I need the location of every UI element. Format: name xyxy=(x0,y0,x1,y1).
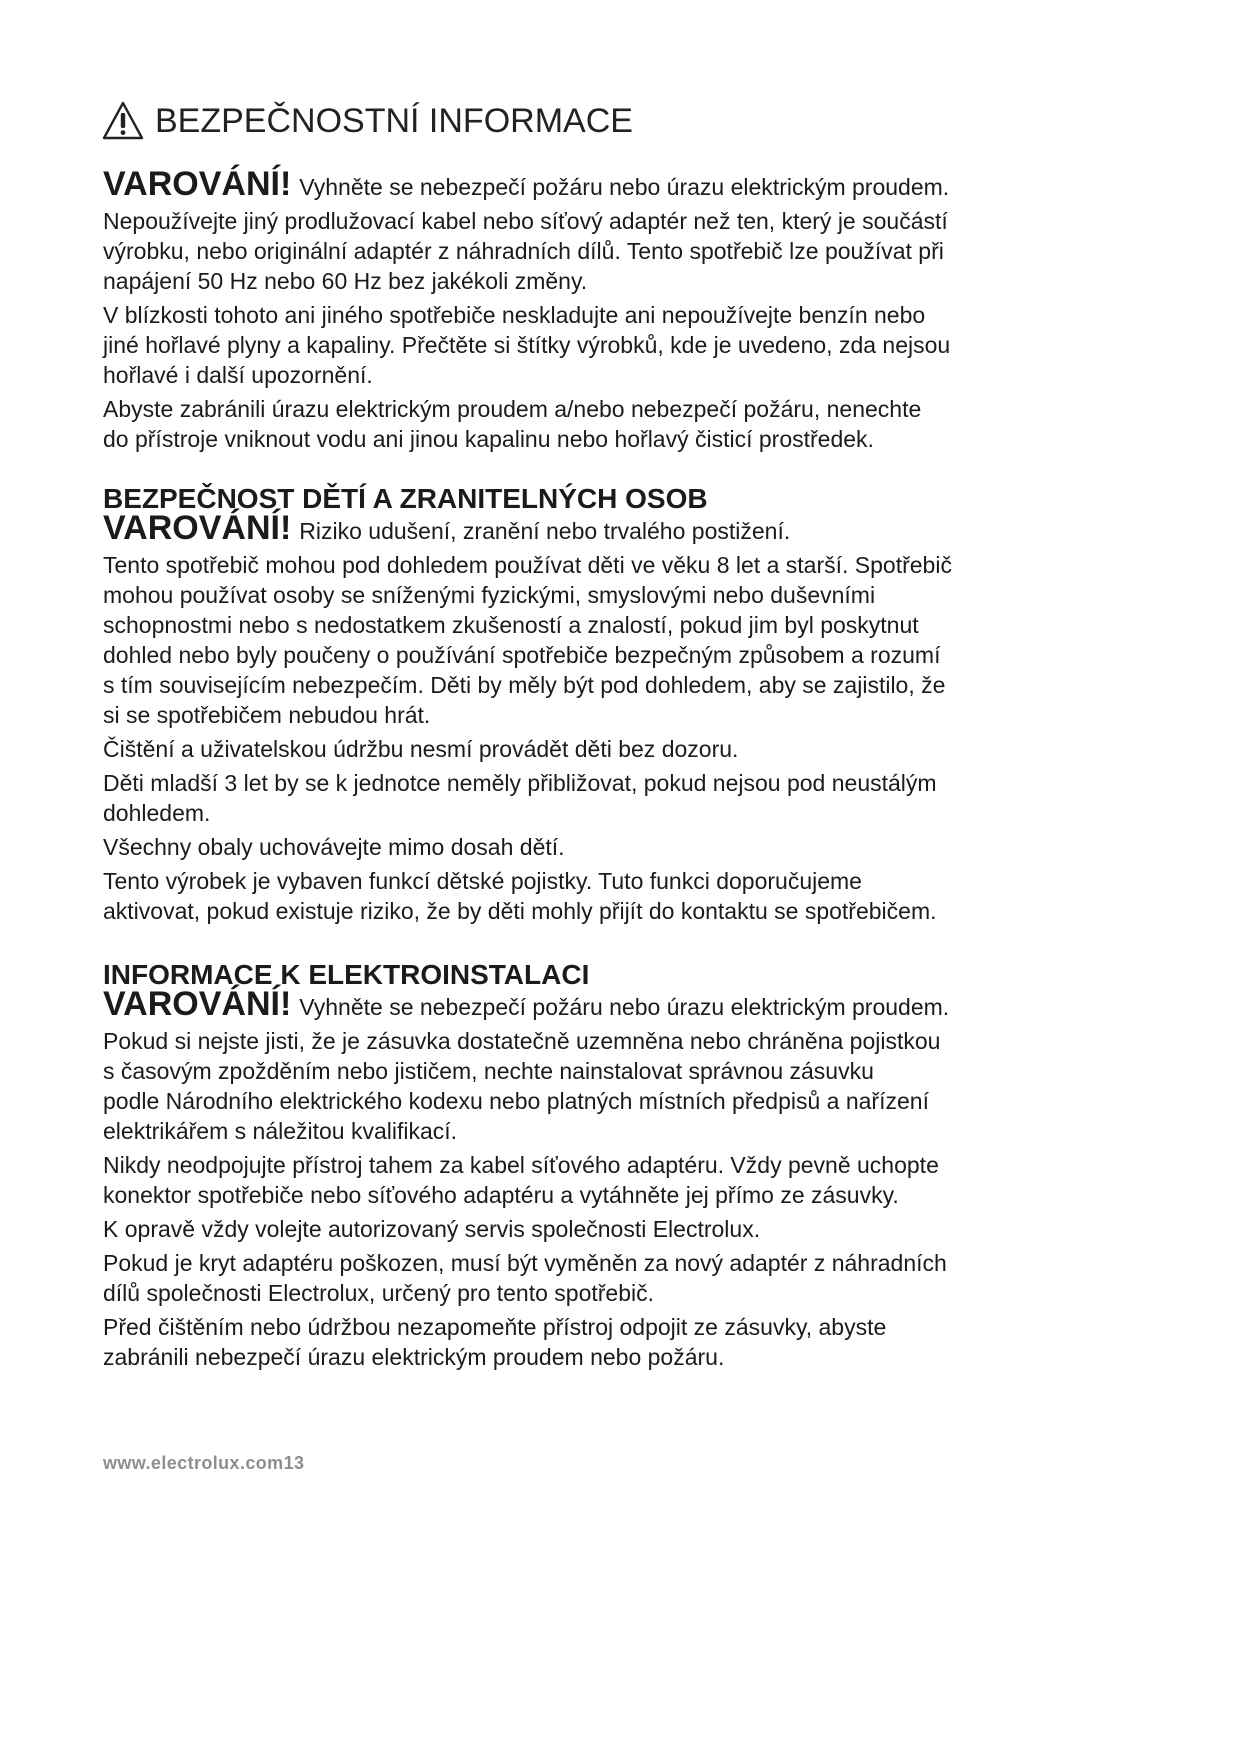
text-line: Pokud si nejste jisti, že je zásuvka dostatečně uzemněna nebo chráněna pojistkou xyxy=(103,1028,941,1054)
paragraph xyxy=(103,866,1163,926)
paragraph xyxy=(103,206,1163,296)
text-line: dohled nebo byly poučeny o používání spotřebiče bezpečným způsobem a rozumí xyxy=(103,642,941,668)
warning-triangle-icon xyxy=(101,100,145,142)
text-line: jiné hořlavé plyny a kapaliny. Přečtěte si štítky výrobků, kde je uvedeno, zda nejsou xyxy=(103,332,951,358)
warning-label: VAROVÁNÍ! xyxy=(103,165,292,203)
text-line: si se spotřebičem nebudou hrát. xyxy=(103,702,431,728)
paragraph xyxy=(103,1214,1163,1244)
text-line: Děti mladší 3 let by se k jednotce neměly přibližovat, pokud nejsou pod neustálým xyxy=(103,770,937,796)
text-line: Nepoužívejte jiný prodlužovací kabel nebo síťový adaptér než ten, který je součástí xyxy=(103,208,948,234)
paragraph xyxy=(103,1150,1163,1210)
text-line: Abyste zabránili úrazu elektrickým proudem a/nebo nebezpečí požáru, nenechte xyxy=(103,396,922,422)
text-line: dohledem. xyxy=(103,800,211,826)
text-line: dílů společnosti Electrolux, určený pro tento spotřebič. xyxy=(103,1280,655,1306)
warning-line xyxy=(103,165,1163,203)
paragraph xyxy=(103,832,1163,862)
text-line: hořlavé i další upozornění. xyxy=(103,362,373,388)
page-footer xyxy=(103,1452,304,1474)
section-electrical-installation xyxy=(103,961,1163,1372)
warning-label: VAROVÁNÍ! xyxy=(103,985,292,1023)
section-children-safety xyxy=(103,485,1163,926)
text-line: Pokud je kryt adaptéru poškozen, musí být vyměněn za nový adaptér z náhradních xyxy=(103,1250,947,1276)
text-line: s tím souvisejícím nebezpečím. Děti by měly být pod dohledem, aby se zajistilo, že xyxy=(103,672,946,698)
warning-text: Riziko udušení, zranění nebo trvalého postižení. xyxy=(299,518,791,544)
warning-line xyxy=(103,509,1163,547)
page-title-row xyxy=(101,99,633,143)
paragraph xyxy=(103,1248,1163,1308)
text-line: Před čištěním nebo údržbou nezapomeňte přístroj odpojit ze zásuvky, abyste xyxy=(103,1314,887,1340)
text-line: V blízkosti tohoto ani jiného spotřebiče neskladujte ani nepoužívejte benzín nebo xyxy=(103,302,926,328)
text-line: výrobku, nebo originální adaptér z náhradních dílů. Tento spotřebič lze používat při xyxy=(103,238,944,264)
paragraph xyxy=(103,734,1163,764)
warning-text: Vyhněte se nebezpečí požáru nebo úrazu elektrickým proudem. xyxy=(299,994,950,1020)
section-heading: BEZPEČNOST DĚTÍ A ZRANITELNÝCH OSOB xyxy=(103,483,708,514)
text-line: mohou používat osoby se sníženými fyzickými, smyslovými nebo duševními xyxy=(103,582,876,608)
warning-label: VAROVÁNÍ! xyxy=(103,509,292,547)
text-line: Čištění a uživatelskou údržbu nesmí provádět děti bez dozoru. xyxy=(103,736,739,762)
warning-line xyxy=(103,985,1163,1023)
paragraph xyxy=(103,1312,1163,1372)
warning-text: Vyhněte se nebezpečí požáru nebo úrazu elektrickým proudem. xyxy=(299,174,950,200)
footer-url: www.electrolux.com xyxy=(103,1453,284,1473)
text-line: podle Národního elektrického kodexu nebo platných místních předpisů a nařízení xyxy=(103,1088,929,1114)
text-line: do přístroje vniknout vodu ani jinou kapalinu nebo hořlavý čisticí prostředek. xyxy=(103,426,874,452)
text-line: s časovým zpožděním nebo jističem, nechte nainstalovat správnou zásuvku xyxy=(103,1058,874,1084)
text-line: elektrikářem s náležitou kvalifikací. xyxy=(103,1118,458,1144)
text-line: Všechny obaly uchovávejte mimo dosah dětí. xyxy=(103,834,565,860)
text-line: Nikdy neodpojujte přístroj tahem za kabel síťového adaptéru. Vždy pevně uchopte xyxy=(103,1152,939,1178)
page-title: BEZPEČNOSTNÍ INFORMACE xyxy=(155,102,633,140)
section-general-safety xyxy=(103,165,1163,454)
text-line: K opravě vždy volejte autorizovaný servis společnosti Electrolux. xyxy=(103,1216,761,1242)
text-line: zabránili nebezpečí úrazu elektrickým proudem nebo požáru. xyxy=(103,1344,725,1370)
section-heading: INFORMACE K ELEKTROINSTALACI xyxy=(103,959,590,990)
paragraph xyxy=(103,394,1163,454)
text-line: aktivovat, pokud existuje riziko, že by děti mohly přijít do kontaktu se spotřebičem. xyxy=(103,898,937,924)
paragraph xyxy=(103,1026,1163,1146)
paragraph xyxy=(103,300,1163,390)
paragraph xyxy=(103,768,1163,828)
text-line: Tento výrobek je vybaven funkcí dětské pojistky. Tuto funkci doporučujeme xyxy=(103,868,862,894)
text-line: napájení 50 Hz nebo 60 Hz bez jakékoli změny. xyxy=(103,268,588,294)
paragraph xyxy=(103,550,1163,730)
page-number: 13 xyxy=(283,1453,305,1473)
text-line: schopnostmi nebo s nedostatkem zkušeností a znalostí, pokud jim byl poskytnut xyxy=(103,612,919,638)
text-line: Tento spotřebič mohou pod dohledem používat děti ve věku 8 let a starší. Spotřebič xyxy=(103,552,952,578)
text-line: konektor spotřebiče nebo síťového adaptéru a vytáhněte jej přímo ze zásuvky. xyxy=(103,1182,899,1208)
